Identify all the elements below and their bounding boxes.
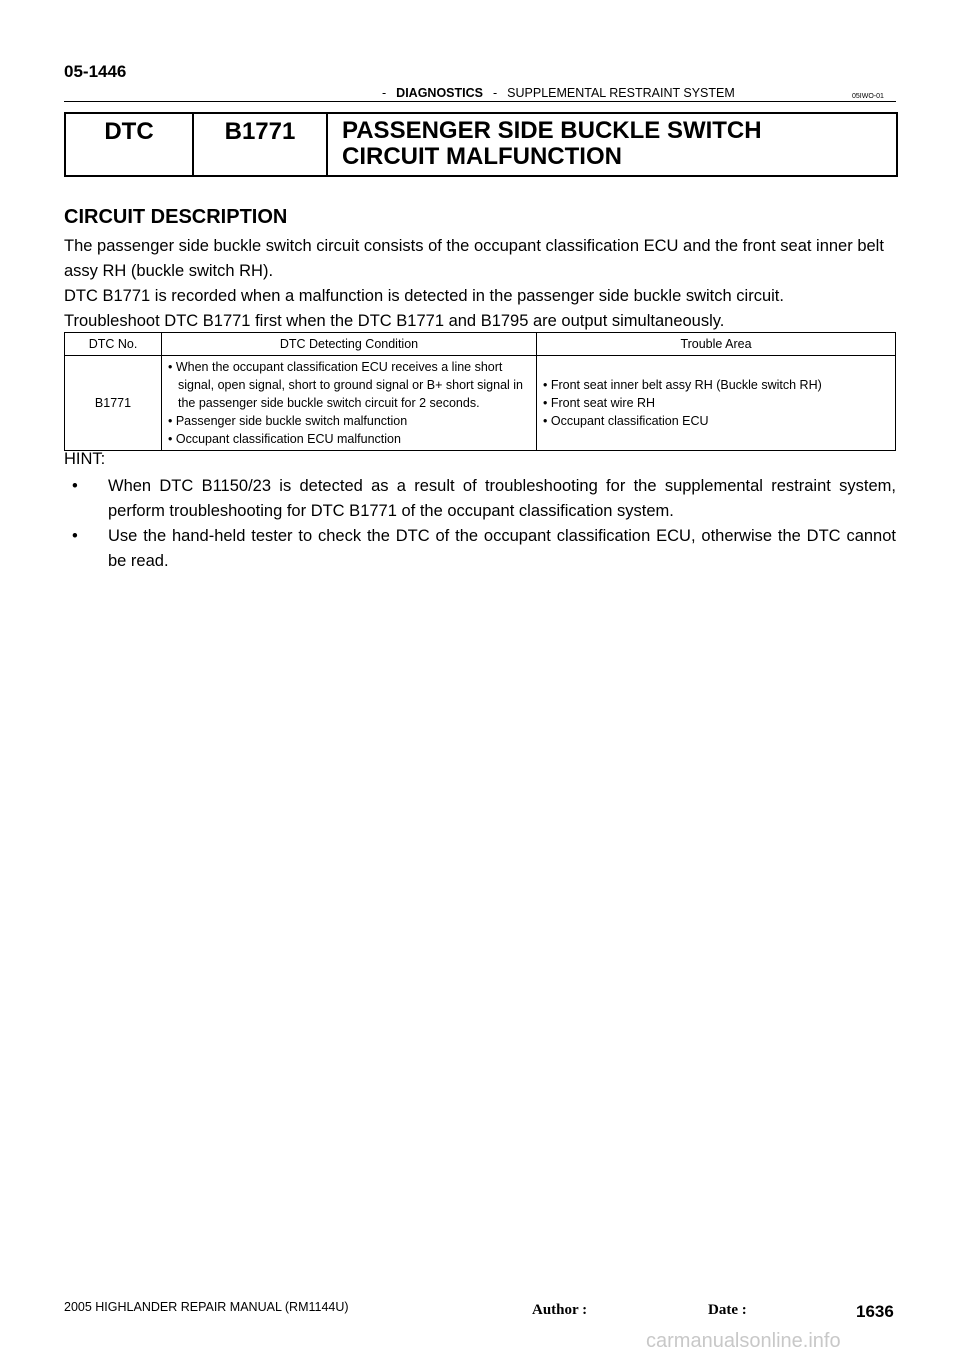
hint-item bbox=[64, 524, 896, 574]
hint-item bbox=[64, 474, 896, 524]
watermark: carmanualsonline.info bbox=[646, 1330, 841, 1352]
dtc-title-line1: PASSENGER SIDE BUCKLE SWITCH bbox=[342, 117, 762, 144]
hint-item-text: When DTC B1150/23 is detected as a result of troubleshooting for the supplemental restraint system, perform troubleshooting for DTC B1771 of the occupant classification system. bbox=[108, 477, 896, 520]
description-paragraph-2: DTC B1771 is recorded when a malfunction is detected in the passenger side buckle switch circuit. bbox=[64, 287, 784, 305]
dtc-title-line2: CIRCUIT MALFUNCTION bbox=[342, 143, 622, 170]
header-trouble-area: Trouble Area bbox=[537, 333, 896, 356]
header-detecting-condition: DTC Detecting Condition bbox=[162, 333, 537, 356]
footer-page-number: 1636 bbox=[856, 1302, 894, 1321]
bullet-icon: • bbox=[72, 477, 78, 495]
section-heading: CIRCUIT DESCRIPTION bbox=[64, 206, 288, 228]
footer-manual: 2005 HIGHLANDER REPAIR MANUAL (RM1144U) bbox=[64, 1300, 349, 1314]
header-separator-2: - bbox=[492, 86, 498, 100]
table-header-row bbox=[65, 333, 896, 356]
hint-label: HINT: bbox=[64, 450, 106, 468]
header-dtc-no: DTC No. bbox=[65, 333, 162, 356]
dtc-title-box bbox=[64, 112, 898, 177]
cell-trouble-areas bbox=[537, 356, 896, 451]
table-row bbox=[65, 356, 896, 451]
condition-item: • When the occupant classification ECU receives a line short signal, open signal, short to ground signal or B+ short signal in the passenger side buckle switch circuit for 2 seconds. bbox=[168, 360, 524, 410]
hint-item-text: Use the hand-held tester to check the DTC of the occupant classification ECU, otherwise the DTC cannot be read. bbox=[108, 527, 896, 570]
page-code: 05-1446 bbox=[64, 62, 127, 81]
header-separator: - bbox=[382, 86, 387, 100]
description-paragraph-3: Troubleshoot DTC B1771 first when the DTC B1771 and B1795 are output simultaneously. bbox=[64, 312, 725, 330]
footer-author-label: Author : bbox=[532, 1302, 588, 1318]
area-item: • Front seat wire RH bbox=[543, 396, 656, 410]
running-header bbox=[372, 86, 735, 100]
doc-code: 05IWO-01 bbox=[852, 93, 884, 100]
dtc-title bbox=[342, 118, 882, 170]
header-section: DIAGNOSTICS bbox=[396, 86, 483, 100]
condition-item: • Passenger side buckle switch malfunction bbox=[168, 414, 408, 428]
dtc-code: B1771 bbox=[194, 114, 328, 175]
area-item: • Occupant classification ECU bbox=[543, 414, 709, 428]
area-item: • Front seat inner belt assy RH (Buckle switch RH) bbox=[543, 378, 822, 392]
header-subsection: SUPPLEMENTAL RESTRAINT SYSTEM bbox=[507, 86, 735, 100]
dtc-label: DTC bbox=[66, 114, 194, 175]
description-paragraph-1: The passenger side buckle switch circuit consists of the occupant classification ECU and the front seat inner belt assy RH (buckle switch RH). bbox=[64, 237, 884, 280]
hint-list bbox=[64, 474, 896, 574]
dtc-table bbox=[64, 332, 896, 451]
cell-conditions bbox=[162, 356, 537, 451]
header-rule bbox=[64, 101, 896, 102]
bullet-icon: • bbox=[72, 527, 78, 545]
cell-dtc-code: B1771 bbox=[65, 356, 162, 451]
condition-item: • Occupant classification ECU malfunction bbox=[168, 432, 401, 446]
footer-date-label: Date : bbox=[708, 1302, 747, 1318]
